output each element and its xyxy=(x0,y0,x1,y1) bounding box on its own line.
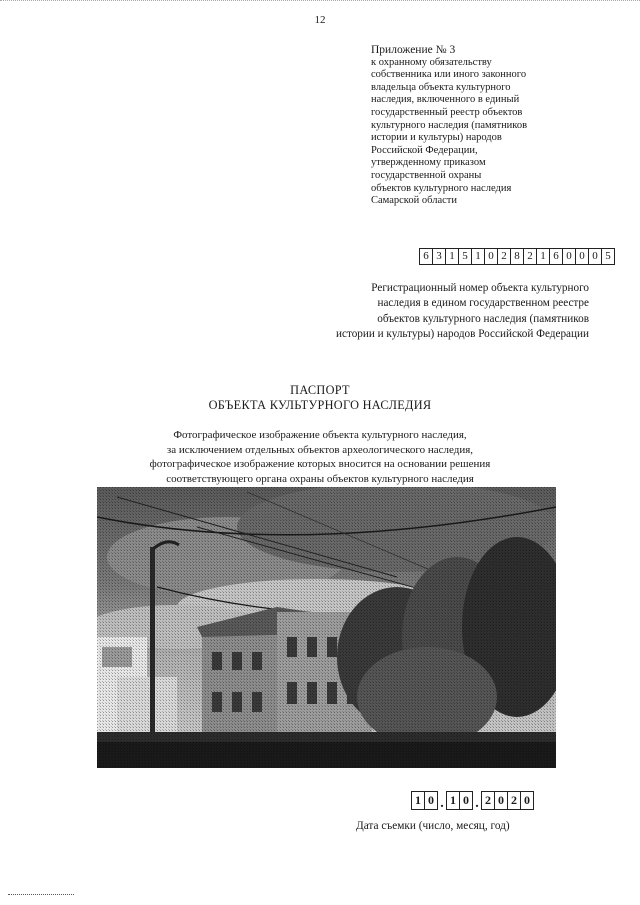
building-photo xyxy=(97,487,556,768)
registration-digit: 0 xyxy=(576,249,589,264)
top-dotted-rule xyxy=(0,0,640,1)
page-number: 12 xyxy=(314,14,326,26)
registration-digit: 5 xyxy=(459,249,472,264)
footer-dotted-rule xyxy=(8,894,74,895)
registration-digit: 1 xyxy=(446,249,459,264)
date-digit: 0 xyxy=(428,793,434,807)
appendix-line: к охранному обязательству xyxy=(371,56,492,68)
appendix-line: Российской Федерации, xyxy=(371,144,478,156)
registration-caption-line: наследия в едином государственном реестре xyxy=(377,297,589,310)
registration-digit: 5 xyxy=(605,250,611,262)
date-digit: 1 xyxy=(412,792,425,809)
date-digit: 0 xyxy=(524,793,530,807)
date-digit: 0 xyxy=(495,792,508,809)
date-year xyxy=(481,791,534,810)
date-digit: 2 xyxy=(482,792,495,809)
date-digit: 1 xyxy=(447,792,460,809)
appendix-line: государственной охраны xyxy=(371,169,482,181)
appendix-line: культурного наследия (памятников xyxy=(371,119,528,131)
date-day xyxy=(411,791,438,810)
registration-caption-line: истории и культуры) народов Российской Федерации xyxy=(336,327,589,340)
appendix-block xyxy=(371,44,601,208)
passport-title-line2: ОБЪЕКТА КУЛЬТУРНОГО НАСЛЕДИЯ xyxy=(208,398,432,412)
photo-description-line: фотографическое изображение которых вносится на основании решения xyxy=(149,458,491,470)
registration-digit: 0 xyxy=(589,249,602,264)
passport-title xyxy=(0,383,640,413)
photo-description-line: соответствующего органа охраны объектов культурного наследия xyxy=(166,472,474,485)
registration-digit: 0 xyxy=(485,249,498,264)
registration-digit: 6 xyxy=(550,249,563,264)
photo-description-line: Фотографическое изображение объекта культурного наследия, xyxy=(173,429,467,441)
shooting-date-boxes xyxy=(411,791,534,810)
appendix-line: объектов культурного наследия xyxy=(371,182,512,194)
date-month xyxy=(446,791,473,810)
passport-title-line1: ПАСПОРТ xyxy=(290,383,350,397)
registration-digit: 6 xyxy=(420,249,433,264)
photo-description xyxy=(0,428,640,486)
registration-digit: 1 xyxy=(537,249,550,264)
registration-caption-line: Регистрационный номер объекта культурного xyxy=(371,282,589,294)
appendix-line: утвержденному приказом xyxy=(371,157,486,169)
registration-digit: 8 xyxy=(511,249,524,264)
date-digit: 2 xyxy=(508,792,521,809)
registration-number-boxes xyxy=(419,248,615,265)
appendix-line: наследия, включенного в единый xyxy=(371,94,520,106)
appendix-line: собственника или иного законного xyxy=(371,69,527,81)
registration-digit: 2 xyxy=(498,249,511,264)
date-digit: 0 xyxy=(463,793,469,807)
registration-caption-line: объектов культурного наследия (памятников xyxy=(377,312,589,325)
shooting-date-caption: Дата съемки (число, месяц, год) xyxy=(356,820,510,832)
registration-caption xyxy=(259,281,589,342)
appendix-line: государственный реестр объектов xyxy=(371,106,523,118)
appendix-line: Самарской области xyxy=(371,195,457,207)
appendix-title: Приложение № 3 xyxy=(371,44,456,56)
appendix-line: владельца объекта культурного xyxy=(371,81,511,93)
date-separator: . xyxy=(440,796,444,811)
registration-digit: 0 xyxy=(563,249,576,264)
registration-digit: 1 xyxy=(472,249,485,264)
photo-description-line: за исключением отдельных объектов археологического наследия, xyxy=(166,443,474,456)
registration-digit: 2 xyxy=(524,249,537,264)
date-separator: . xyxy=(475,796,479,811)
appendix-line: истории и культуры) народов xyxy=(371,132,502,144)
registration-digit: 3 xyxy=(433,249,446,264)
